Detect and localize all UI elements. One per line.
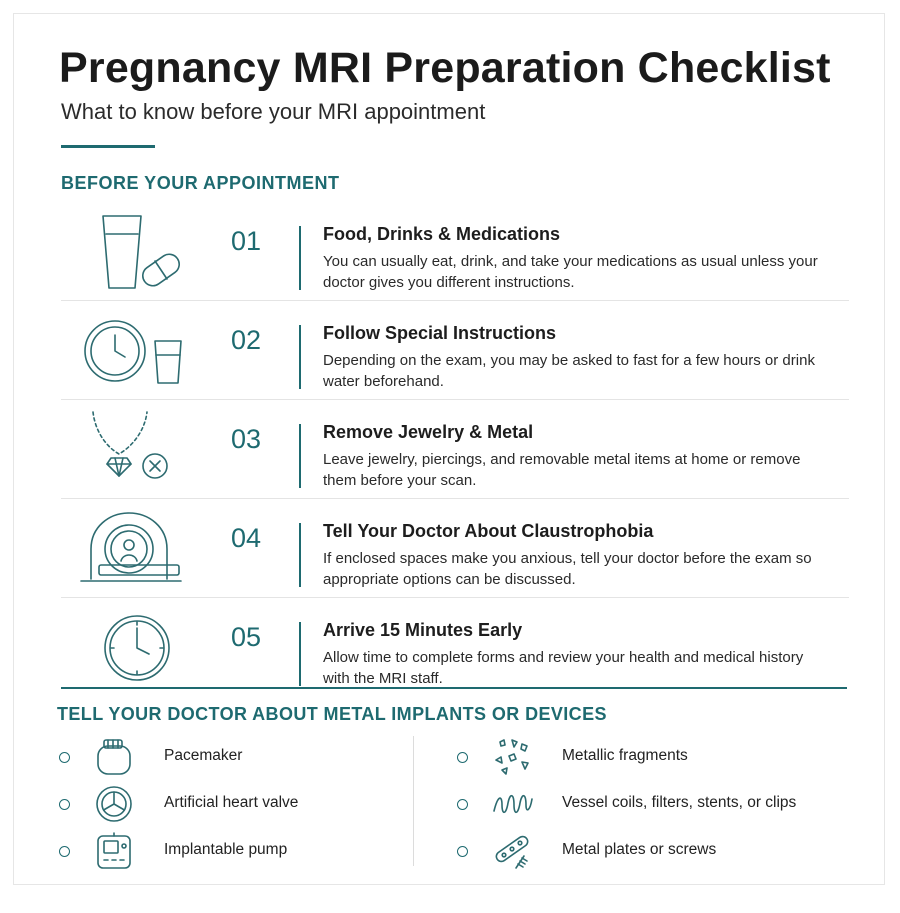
implant-list bbox=[54, 734, 844, 874]
section-heading-implants: TELL YOUR DOCTOR ABOUT METAL IMPLANTS OR DEVICES bbox=[57, 704, 607, 724]
checklist-rows bbox=[61, 202, 849, 697]
heart-valve-icon bbox=[94, 785, 136, 823]
item-number: 02 bbox=[231, 325, 262, 355]
checklist-page bbox=[13, 13, 885, 885]
item-number: 01 bbox=[231, 226, 262, 256]
item-number: 05 bbox=[231, 622, 262, 652]
implantable-pump-icon bbox=[94, 832, 136, 870]
checklist-item bbox=[61, 301, 849, 400]
bullet-icon bbox=[59, 752, 70, 763]
item-description: Depending on the exam, you may be asked to fast for a few hours or drink water beforehand. bbox=[323, 352, 815, 390]
checklist-item bbox=[61, 400, 849, 499]
bullet-icon bbox=[59, 799, 70, 810]
bullet-icon bbox=[457, 799, 468, 810]
item-title: Follow Special Instructions bbox=[323, 323, 557, 343]
item-divider bbox=[299, 325, 301, 389]
checklist-item bbox=[61, 598, 849, 697]
necklace-no-icon bbox=[71, 410, 191, 490]
implant-item bbox=[54, 738, 394, 782]
section-heading-before: BEFORE YOUR APPOINTMENT bbox=[61, 173, 340, 193]
plate-screw-icon bbox=[492, 832, 534, 870]
metal-fragments-icon bbox=[492, 738, 534, 776]
pacemaker-icon bbox=[94, 738, 136, 776]
implant-label: Implantable pump bbox=[164, 841, 288, 858]
implant-label: Metal plates or screws bbox=[562, 841, 717, 858]
item-divider bbox=[299, 523, 301, 587]
item-title: Tell Your Doctor About Claustrophobia bbox=[323, 521, 654, 541]
implant-label: Pacemaker bbox=[164, 747, 243, 764]
clock-icon bbox=[71, 608, 191, 688]
page-subtitle: What to know before your MRI appointment bbox=[61, 99, 486, 124]
page-title: Pregnancy MRI Preparation Checklist bbox=[59, 44, 831, 92]
item-title: Arrive 15 Minutes Early bbox=[323, 620, 523, 640]
item-divider bbox=[299, 424, 301, 488]
implant-label: Vessel coils, filters, stents, or clips bbox=[562, 794, 797, 811]
bullet-icon bbox=[457, 846, 468, 857]
accent-line bbox=[61, 145, 155, 148]
mri-scanner-icon bbox=[71, 509, 191, 589]
item-title: Food, Drinks & Medications bbox=[323, 224, 561, 244]
checklist-item bbox=[61, 499, 849, 598]
bullet-icon bbox=[457, 752, 468, 763]
item-title: Remove Jewelry & Metal bbox=[323, 422, 534, 442]
section-divider bbox=[61, 687, 847, 689]
item-divider bbox=[299, 226, 301, 290]
implant-item bbox=[452, 785, 797, 829]
item-divider bbox=[299, 622, 301, 686]
implant-item bbox=[54, 832, 394, 876]
item-description: If enclosed spaces make you anxious, tell your doctor before the exam so appropriate options can be discussed. bbox=[323, 550, 812, 588]
coil-icon bbox=[492, 785, 534, 823]
bullet-icon bbox=[59, 846, 70, 857]
item-number: 04 bbox=[231, 523, 262, 553]
implant-label: Artificial heart valve bbox=[164, 794, 299, 811]
implant-item bbox=[452, 832, 792, 876]
item-description: You can usually eat, drink, and take your medications as usual unless your doctor gives you different instructions. bbox=[323, 253, 818, 291]
item-description: Allow time to complete forms and review your health and medical history with the MRI staff. bbox=[323, 649, 804, 687]
column-separator bbox=[413, 736, 414, 866]
implant-item bbox=[452, 738, 792, 782]
implant-item bbox=[54, 785, 394, 829]
implant-label: Metallic fragments bbox=[562, 747, 688, 764]
clock-and-glass-icon bbox=[71, 311, 191, 391]
item-description: Leave jewelry, piercings, and removable metal items at home or remove them before your scan. bbox=[323, 451, 801, 489]
item-number: 03 bbox=[231, 424, 262, 454]
glass-and-pill-icon bbox=[71, 212, 191, 292]
checklist-item bbox=[61, 202, 849, 301]
